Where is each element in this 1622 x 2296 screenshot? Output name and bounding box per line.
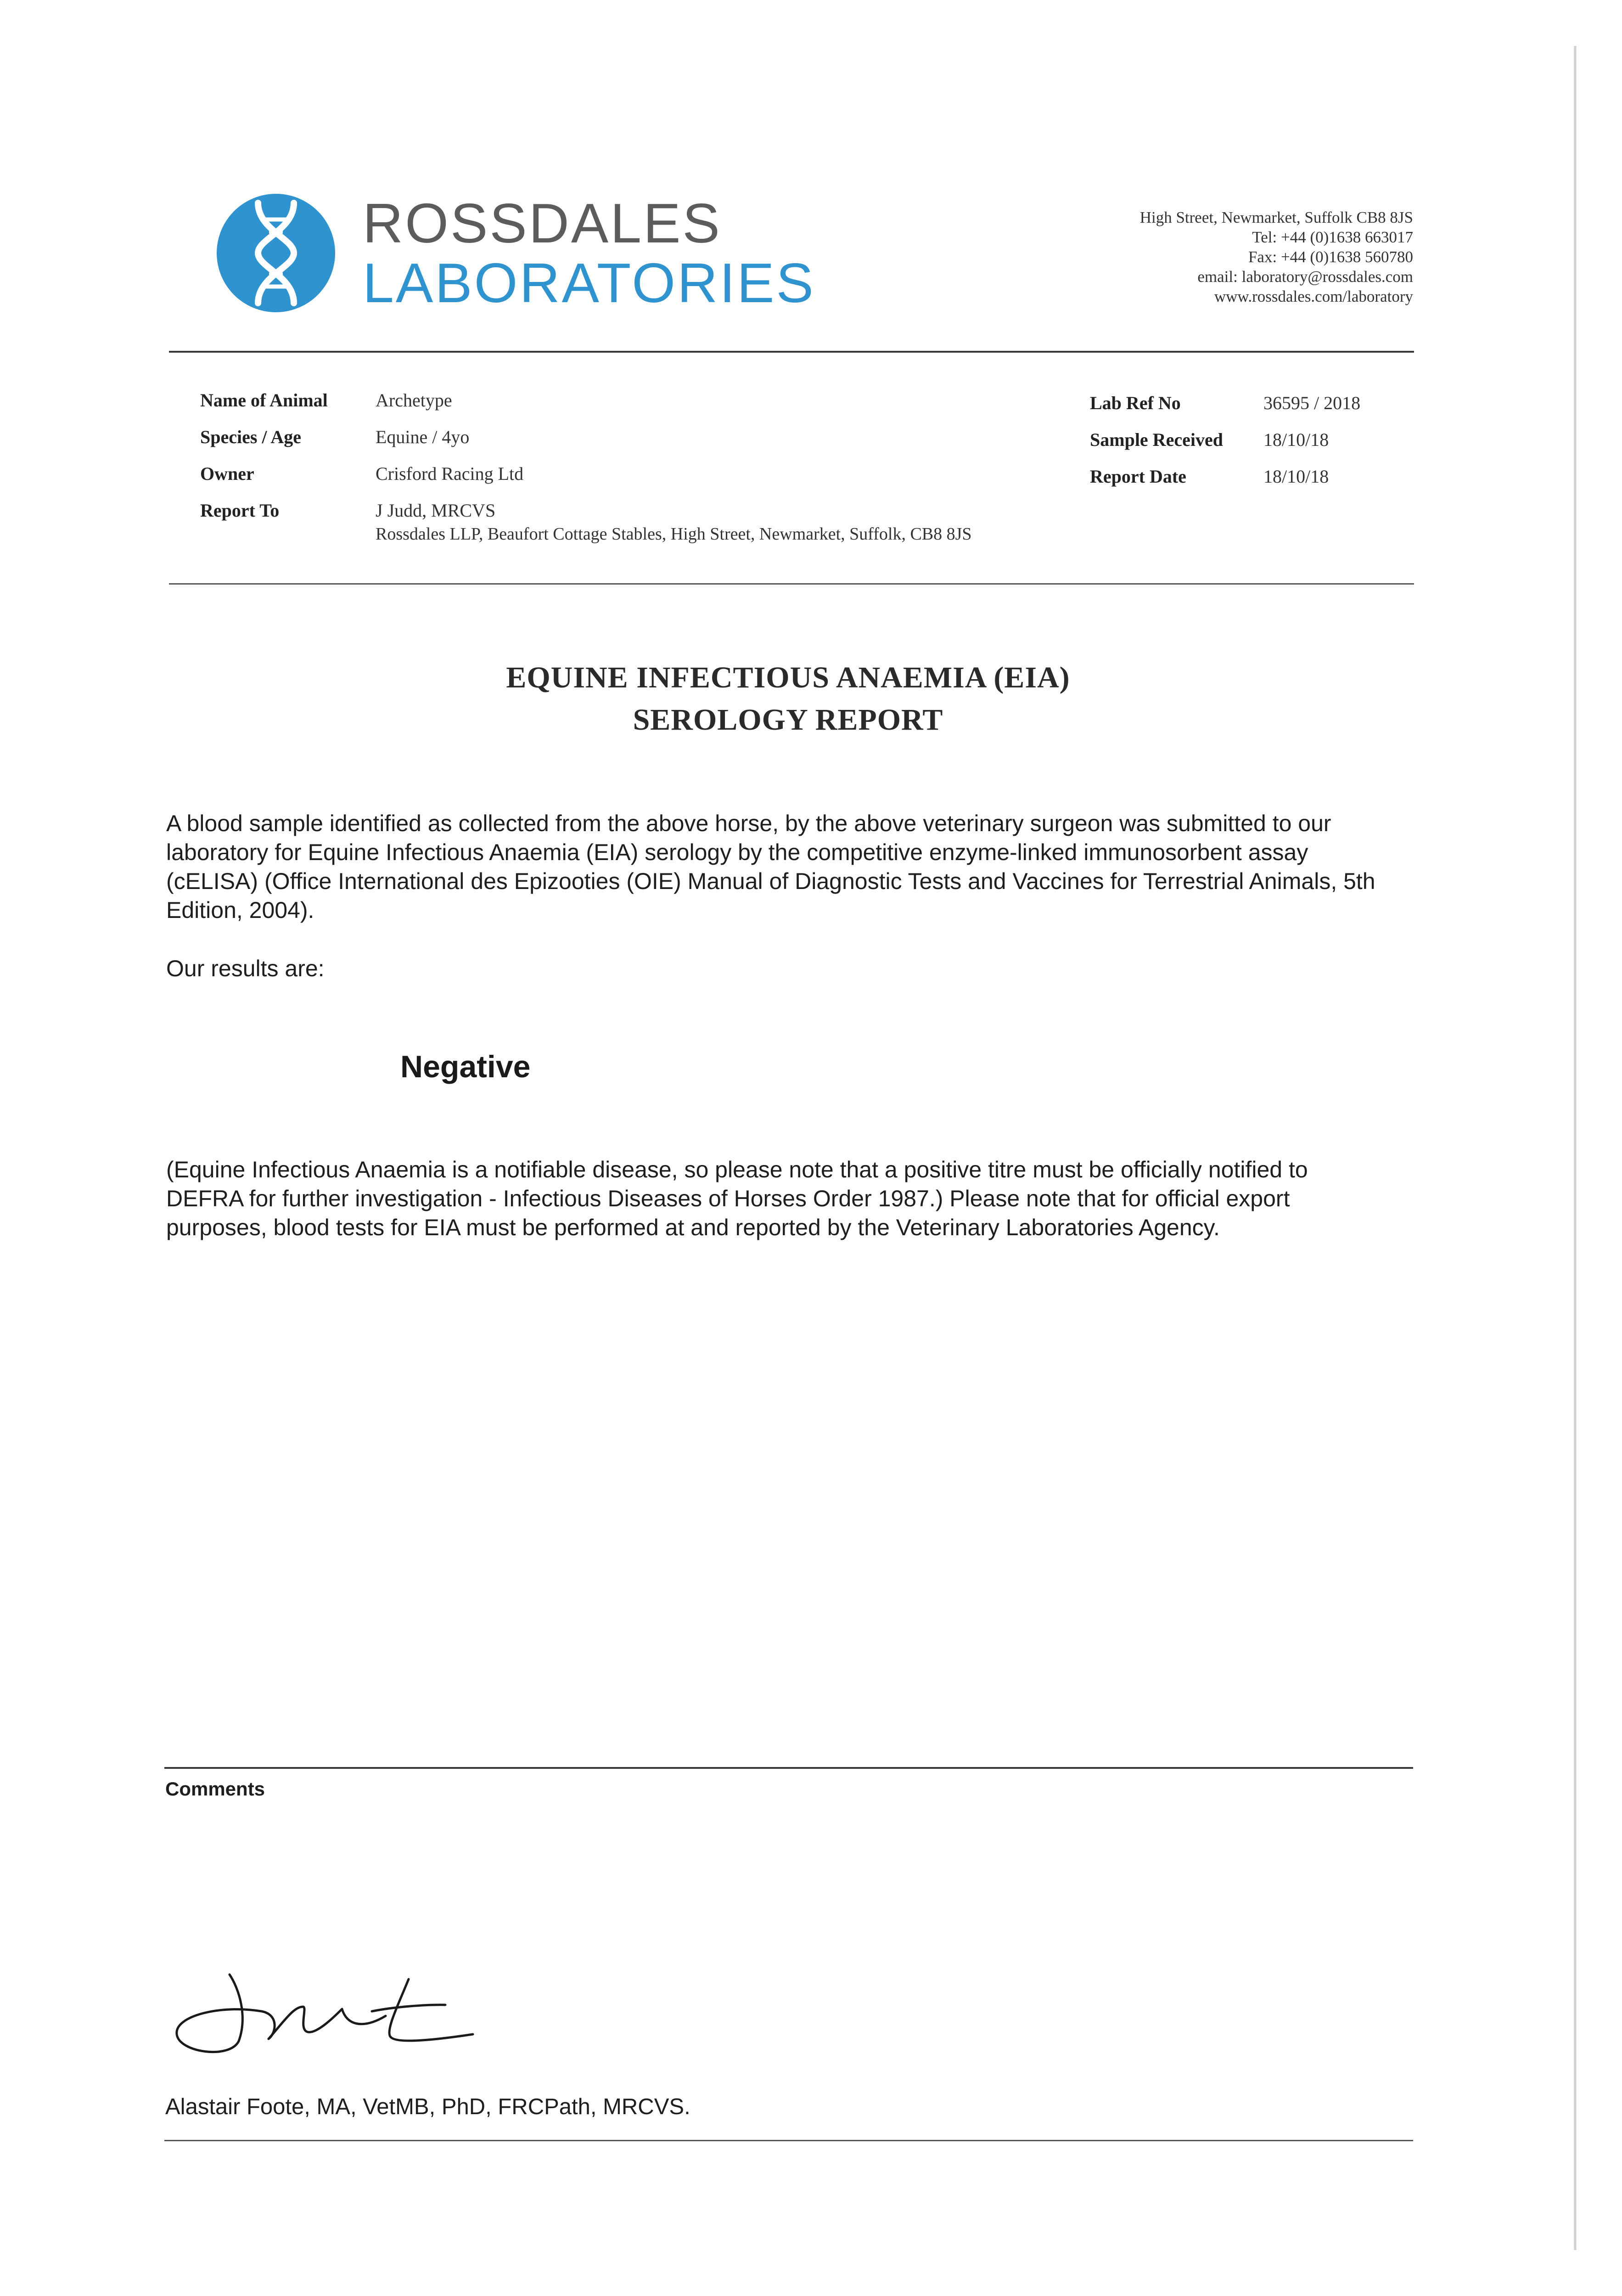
header-divider bbox=[169, 351, 1414, 353]
report-to-label: Report To bbox=[200, 500, 280, 521]
lab-ref-value: 36595 / 2018 bbox=[1263, 393, 1361, 413]
results-intro: Our results are: bbox=[166, 956, 325, 981]
comments-divider bbox=[164, 1767, 1413, 1769]
report-date-value: 18/10/18 bbox=[1263, 466, 1329, 487]
note-line: DEFRA for further investigation - Infectious Diseases of Horses Order 1987.) Please note that for official export bbox=[166, 1186, 1290, 1211]
note-line: purposes, blood tests for EIA must be performed at and reported by the Veterinary Laboratories Agency. bbox=[166, 1215, 1220, 1240]
lab-name bbox=[363, 192, 815, 314]
scan-edge bbox=[1574, 46, 1577, 2250]
intro-line: A blood sample identified as collected from the above horse, by the above veterinary surgeon was submitted to our bbox=[166, 810, 1331, 836]
sample-received-label: Sample Received bbox=[1090, 429, 1223, 450]
report-date-label: Report Date bbox=[1090, 466, 1186, 487]
species-age-label: Species / Age bbox=[200, 427, 301, 447]
lab-address bbox=[1140, 208, 1413, 306]
test-result: Negative bbox=[400, 1049, 531, 1084]
species-age-value: Equine / 4yo bbox=[376, 427, 470, 447]
report-title-line2: SEROLOGY REPORT bbox=[633, 703, 943, 737]
intro-paragraph bbox=[166, 809, 1424, 925]
lab-name-line1: ROSSDALES bbox=[363, 192, 722, 254]
owner-value: Crisford Racing Ltd bbox=[376, 463, 524, 484]
comments-label: Comments bbox=[165, 1778, 265, 1800]
owner-label: Owner bbox=[200, 463, 254, 484]
note-line: (Equine Infectious Anaemia is a notifiable disease, so please note that a positive titre must be officially notified to bbox=[166, 1157, 1308, 1182]
intro-line: laboratory for Equine Infectious Anaemia (EIA) serology by the competitive enzyme-linked immunosorbent assay bbox=[166, 839, 1308, 865]
info-divider bbox=[169, 583, 1414, 585]
lab-ref-label: Lab Ref No bbox=[1090, 393, 1181, 413]
address-street: High Street, Newmarket, Suffolk CB8 8JS bbox=[1139, 208, 1413, 226]
lab-name-line2: LABORATORIES bbox=[363, 252, 815, 314]
name-of-animal-value: Archetype bbox=[376, 390, 452, 411]
address-web: www.rossdales.com/laboratory bbox=[1214, 287, 1413, 305]
signatory-name: Alastair Foote, MA, VetMB, PhD, FRCPath, MRCVS. bbox=[165, 2094, 690, 2119]
signature-image bbox=[170, 1961, 491, 2066]
report-to-value: J Judd, MRCVS bbox=[376, 500, 496, 521]
address-tel: Tel: +44 (0)1638 663017 bbox=[1252, 228, 1413, 246]
address-email: email: laboratory@rossdales.com bbox=[1197, 268, 1413, 286]
footer-divider bbox=[164, 2140, 1413, 2141]
dna-logo-icon bbox=[216, 193, 336, 313]
sample-received-value: 18/10/18 bbox=[1263, 429, 1329, 450]
address-fax: Fax: +44 (0)1638 560780 bbox=[1248, 248, 1413, 266]
report-title-line1: EQUINE INFECTIOUS ANAEMIA (EIA) bbox=[506, 661, 1070, 694]
intro-line: (cELISA) (Office International des Epizooties (OIE) Manual of Diagnostic Tests and Vaccines for Terrestrial Animals, 5th bbox=[166, 868, 1375, 894]
notifiable-note bbox=[166, 1155, 1424, 1242]
report-to-address: Rossdales LLP, Beaufort Cottage Stables, High Street, Newmarket, Suffolk, CB8 8JS bbox=[376, 524, 972, 544]
intro-line: Edition, 2004). bbox=[166, 897, 314, 923]
name-of-animal-label: Name of Animal bbox=[200, 390, 328, 411]
